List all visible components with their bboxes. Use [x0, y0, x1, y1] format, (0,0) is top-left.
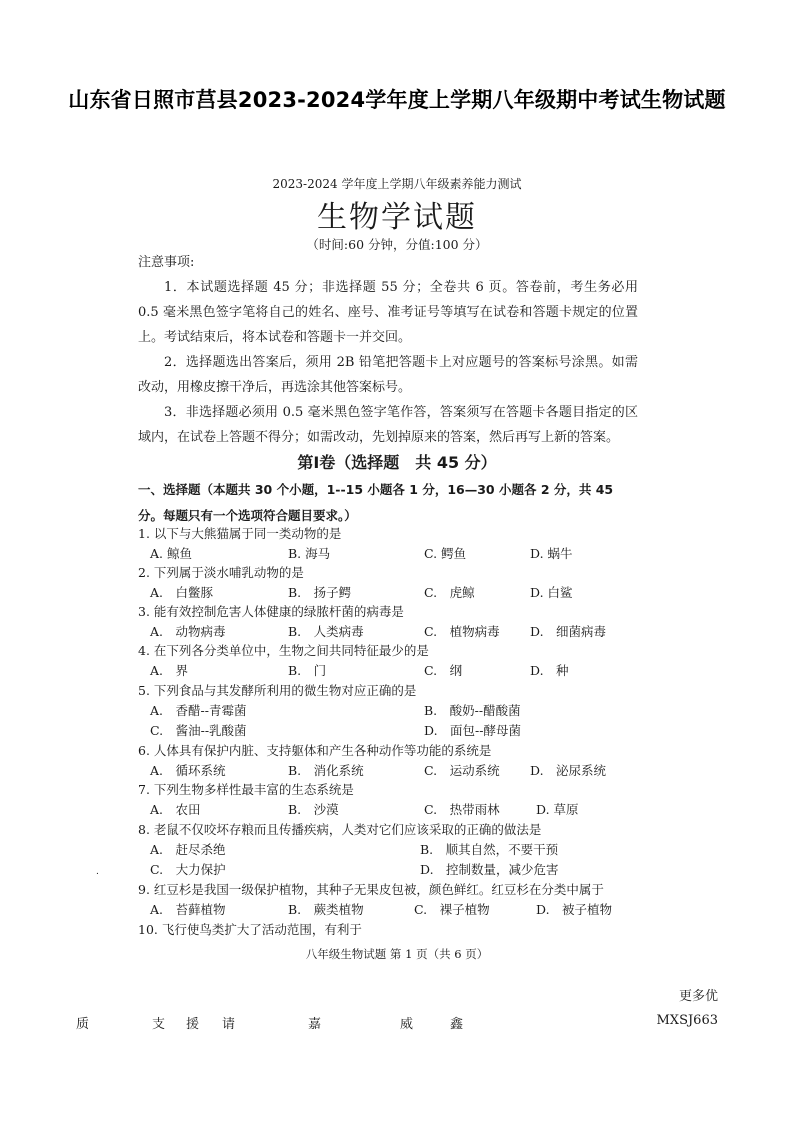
page-footer: 八年级生物试题 第 1 页（共 6 页）	[305, 947, 489, 961]
question-7-stem: 7. 下列生物多样性最丰富的生态系统是	[138, 782, 354, 797]
question-3-option-a: A. 动物病毒	[150, 624, 226, 639]
question-3-stem: 3. 能有效控制危害人体健康的绿脓杆菌的病毒是	[138, 604, 404, 619]
question-1-option-b: B. 海马	[288, 546, 331, 561]
watermark-char-1: 质	[76, 1017, 90, 1032]
section-title: 第Ⅰ卷（选择题 共 45 分）	[297, 453, 497, 472]
question-6-option-d: D. 泌尿系统	[530, 763, 607, 778]
question-10-stem: 10. 飞行使鸟类扩大了活动范围，有利于	[138, 922, 362, 937]
question-9-option-b: B. 蕨类植物	[288, 902, 364, 917]
watermark-char-4: 请	[222, 1017, 236, 1032]
question-6-option-b: B. 消化系统	[288, 763, 364, 778]
question-5-option-d: D. 面包--酵母菌	[424, 723, 521, 738]
question-3-option-b: B. 人类病毒	[288, 624, 364, 639]
question-5-stem: 5. 下列食品与其发酵所利用的微生物对应正确的是	[138, 683, 417, 698]
question-3-option-d: D. 细菌病毒	[530, 624, 607, 639]
question-9-stem: 9. 红豆杉是我国一级保护植物，其种子无果皮包被，颜色鲜红。红豆杉在分类中属于	[138, 882, 604, 897]
document-main-title: 山东省日照市莒县2023-2024学年度上学期八年级期中考试生物试题	[68, 88, 726, 112]
exam-title: 生物学试题	[317, 200, 477, 235]
question-4-option-d: D. 种	[530, 663, 569, 678]
question-2-option-b: B. 扬子鳄	[288, 585, 352, 600]
exam-subtitle: 2023-2024 学年度上学期八年级素养能力测试	[272, 177, 522, 191]
section-intro: 一、选择题（本题共 30 个小题，1--15 小题各 1 分，16—30 小题各 2 分，共 45 分。每题只有一个选项符合题目要求。）	[138, 482, 614, 523]
question-8-option-b: B. 顺其自然，不要干预	[420, 842, 559, 857]
question-2-stem: 2. 下列属于淡水哺乳动物的是	[138, 565, 304, 580]
question-2-option-c: C. 虎鲸	[424, 585, 475, 600]
notice-item-3: 3．非选择题必须用 0.5 毫米黑色签字笔作答，答案须写在答题卡各题目指定的区域内，在试卷上答题不得分；如需改动，先划掉原来的答案，然后再写上新的答案。	[138, 405, 638, 445]
watermark-char-2: 支	[152, 1017, 166, 1032]
question-6-stem: 6. 人体具有保护内脏、支持躯体和产生各种动作等功能的系统是	[138, 743, 492, 758]
question-9-option-d: D. 被子植物	[536, 902, 613, 917]
question-2-option-d: D. 白鲨	[530, 585, 573, 600]
question-8-option-a: A. 赶尽杀绝	[150, 842, 226, 857]
question-1-stem: 1. 以下与大熊猫属于同一类动物的是	[138, 526, 342, 541]
question-5-option-b: B. 酸奶--醋酸菌	[424, 703, 521, 718]
question-3-option-c: C. 植物病毒	[424, 624, 500, 639]
more-text: 更多优	[678, 989, 718, 1004]
watermark-char-5: 嘉	[308, 1017, 322, 1032]
question-9-option-a: A. 苔藓植物	[150, 902, 226, 917]
question-8-option-d: D. 控制数量，减少危害	[420, 862, 559, 877]
watermark-char-7: 鑫	[450, 1017, 464, 1032]
question-9-option-c: C. 裸子植物	[414, 902, 490, 917]
question-2-option-a: A. 白鳖豚	[150, 585, 214, 600]
question-4-stem: 4. 在下列各分类单位中，生物之间共同特征最少的是	[138, 643, 429, 658]
stray-mark: .	[96, 867, 99, 877]
question-4-option-c: C. 纲	[424, 663, 463, 678]
question-8-stem: 8. 老鼠不仅咬坏存粮而且传播疾病，人类对它们应该采取的正确的做法是	[138, 822, 542, 837]
notice-item-2: 2．选择题选出答案后，须用 2B 铅笔把答题卡上对应题号的答案标号涂黑。如需改动，用橡皮擦干净后，再选涂其他答案标号。	[138, 355, 638, 395]
question-5-option-a: A. 香醋--青霉菌	[150, 703, 247, 718]
question-1-option-d: D. 蜗牛	[530, 546, 573, 561]
watermark-char-6: 威	[400, 1017, 414, 1032]
question-1-option-a: A. 鲸鱼	[150, 546, 192, 561]
exam-time-score: （时间:60 分钟，分值:100 分）	[306, 237, 488, 252]
question-5-option-c: C. 酱油--乳酸菌	[150, 723, 247, 738]
question-7-option-a: A. 农田	[150, 802, 201, 817]
question-6-option-a: A. 循环系统	[150, 763, 226, 778]
question-7-option-c: C. 热带雨林	[424, 802, 500, 817]
question-7-option-d: D. 草原	[536, 802, 579, 817]
notice-item-1: 1．本试题选择题 45 分；非选择题 55 分；全卷共 6 页。答卷前，考生务必用 0.5 毫米黑色签字笔将自己的姓名、座号、准考证号等填写在试卷和答题卡规定的位置上。考试结束后，将本试卷和答题卡一并交回。	[138, 280, 638, 345]
question-8-option-c: C. 大力保护	[150, 862, 226, 877]
question-4-option-b: B. 门	[288, 663, 327, 678]
notice-heading: 注意事项:	[138, 255, 195, 270]
question-6-option-c: C. 运动系统	[424, 763, 500, 778]
question-7-option-b: B. 沙漠	[288, 802, 339, 817]
question-4-option-a: A. 界	[150, 663, 189, 678]
watermark-char-3: 援	[186, 1017, 200, 1032]
document-code: MXSJ663	[656, 1013, 718, 1028]
question-1-option-c: C. 鳄鱼	[424, 546, 467, 561]
